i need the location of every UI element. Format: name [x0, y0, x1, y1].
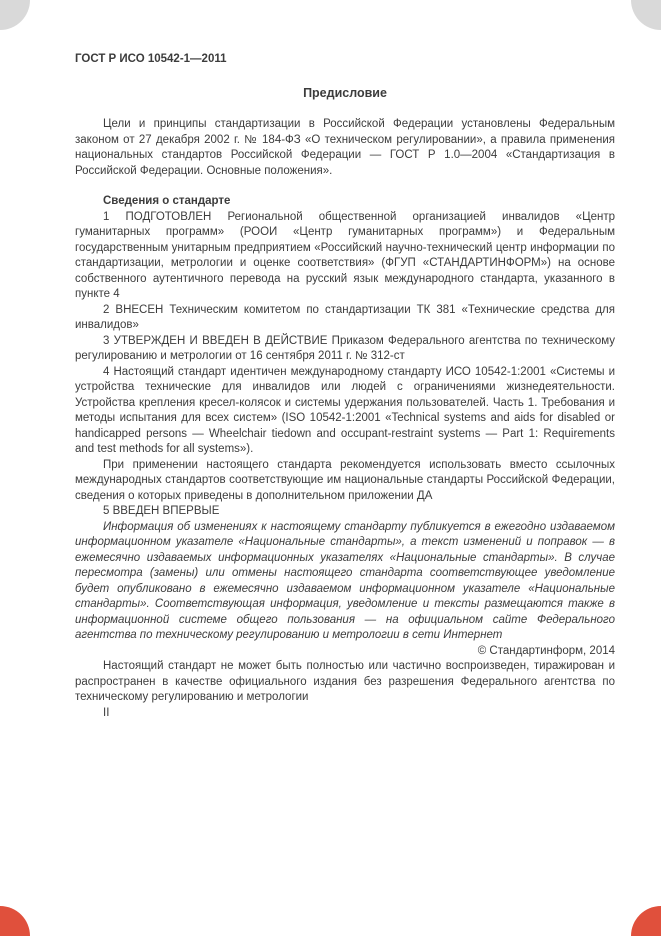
- intro-paragraph: Цели и принципы стандартизации в Российской Федерации установлены Федеральным законом от 27 декабря 2002 г. № 184-ФЗ «О техническом регулировании», а правила применения национальных стандартов Российской Федерации — ГОСТ Р 1.0—2004 «Стандартизация в Российской Федерации. Основные положения».: [75, 118, 615, 177]
- standard-info-item-1: 1 ПОДГОТОВЛЕН Региональной общественной организацией инвалидов «Центр гуманитарных программ» (РООИ «Центр гуманитарных программ») и Федеральным государственным унитарным предприятием «Российский научно-технический центр информации по стандартизации, метрологии и оценке соответствия» (ФГУП «СТАНДАРТИНФОРМ») на основе собственного аутентичного перевода на русский язык международного стандарта, указанного в пункте 4: [75, 210, 615, 300]
- standard-info-item-2: 2 ВНЕСЕН Техническим комитетом по стандартизации ТК 381 «Технические средства для инвалидов»: [75, 303, 615, 331]
- standard-info-item-3: 3 УТВЕРЖДЕН И ВВЕДЕН В ДЕЙСТВИЕ Приказом Федерального агентства по техническому регулированию и метрологии от 16 сентября 2011 г. № 312-ст: [75, 334, 615, 362]
- standard-info-item-5: 5 ВВЕДЕН ВПЕРВЫЕ: [103, 505, 220, 517]
- corner-decoration-top-right: [631, 0, 661, 30]
- standard-info-item-4-note: При применении настоящего стандарта рекомендуется использовать вместо ссылочных международных стандартов соответствующие им национальные стандарты Российской Федерации, сведения о которых приведены в дополнительном приложении ДА: [75, 458, 615, 502]
- corner-decoration-bottom-left: [0, 906, 30, 936]
- reproduction-restriction-note: Настоящий стандарт не может быть полностью или частично воспроизведен, тиражирован и распространен в качестве официального издания без разрешения Федерального агентства по техническому регулированию и метрологии: [75, 660, 615, 703]
- page-title: Предисловие: [303, 85, 387, 100]
- corner-decoration-top-left: [0, 0, 30, 30]
- standard-info-item-4: 4 Настоящий стандарт идентичен международному стандарту ИСО 10542-1:2001 «Системы и устройства технические для инвалидов или людей с ограничениями жизнедеятельности. Устройства крепления кресел-колясок и системы удержания пользователей. Часть 1. Требования и методы испытания для всех систем» (ISO 10542-1:2001 «Technical systems and aids for disabled or handicapped persons — Wheelchair tiedown and occupant-restraint systems — Part 1: Requirements and test methods for all systems»).: [75, 365, 615, 455]
- changes-publication-note: Информация об изменениях к настоящему стандарту публикуется в ежегодно издаваемом информационном указателе «Национальные стандарты», а текст изменений и поправок — в ежемесячно издаваемых информационных указателях «Национальные стандарты». В случае пересмотра (замены) или отмены настоящего стандарта соответствующее уведомление будет опубликовано в ежемесячно издаваемом информационном указателе «Национальные стандарты». Соответствующая информация, уведомление и тексты размещаются также в информационной системе общего пользования — на официальном сайте Федерального агентства по техническому регулированию и метрологии в сети Интернет: [75, 520, 615, 641]
- page-content: [75, 52, 615, 906]
- copyright-line: © Стандартинформ, 2014: [477, 644, 615, 657]
- section-heading-standard-info: Сведения о стандарте: [103, 195, 231, 207]
- document-code: ГОСТ Р ИСО 10542-1—2011: [75, 53, 227, 65]
- corner-decoration-bottom-right: [631, 906, 661, 936]
- page-number: II: [103, 706, 110, 719]
